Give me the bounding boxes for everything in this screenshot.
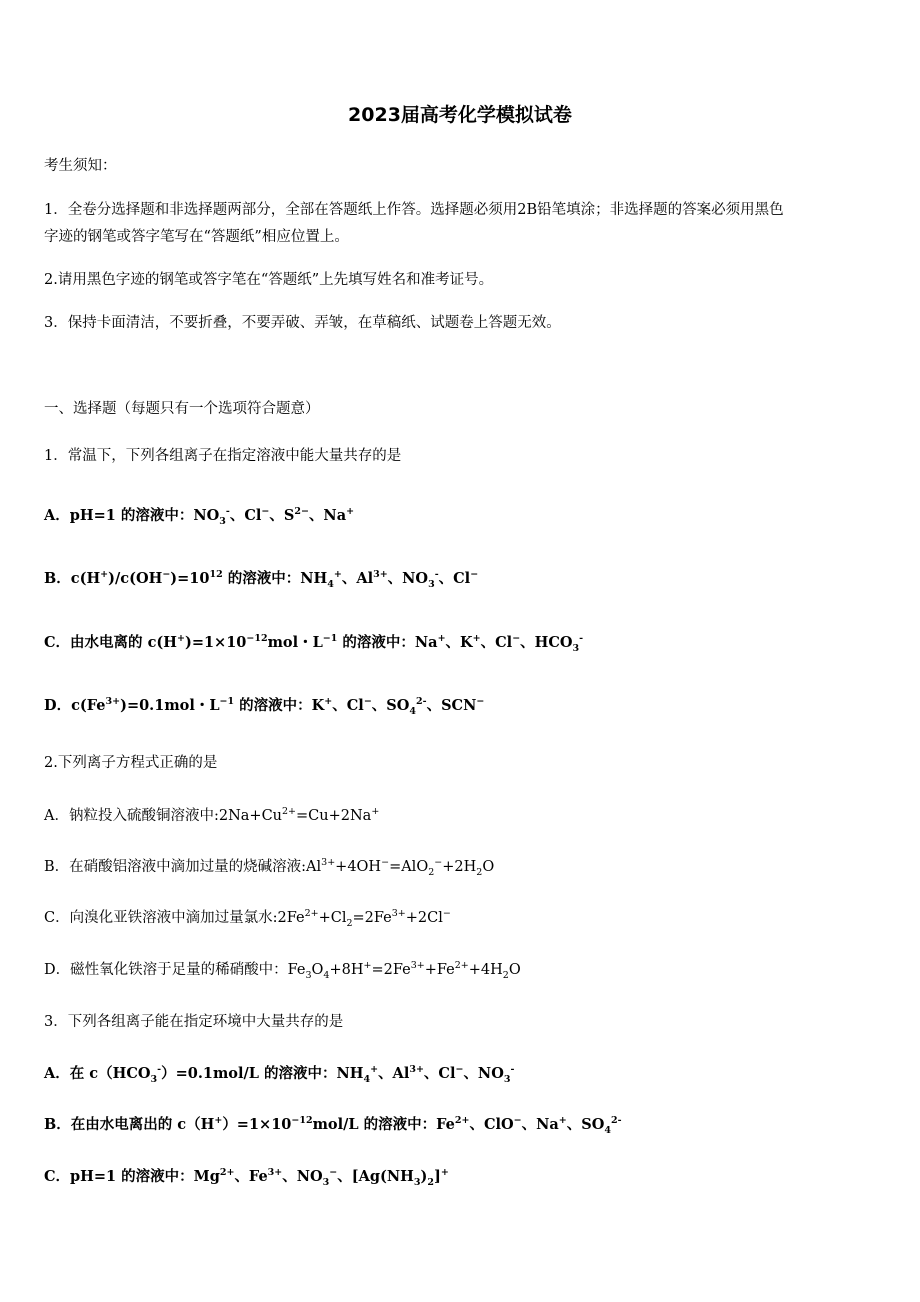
q3-option-b: B．在由水电离出的 $c(H^+)=1\times 10^{-12}mol/L$ 的溶液中：$Fe^{2+}$、ClO−、Na+、$SO_4^{2-}$ xyxy=(44,1115,622,1136)
q3-option-c: C．pH=1 的溶液中：$Mg^{2+}$、$Fe^{3+}$、$NO_3^-$、$[Ag(NH_3)_2]^+$ xyxy=(44,1167,449,1188)
q2-option-b: B．在硝酸铝溶液中滴加过量的烧碱溶液$:Al^{3+}+4OH^-=AlO_2^-+2H_2O$ xyxy=(44,857,495,878)
q3-stem: 3．下列各组离子能在指定环境中大量共存的是 xyxy=(44,1014,344,1030)
q3-option-a: A．在 $c(HCO_3^-)=0.1mol/L$ 的溶液中：$NH_4^+$、$Al^{3+}$、Cl−、$NO_3^-$ xyxy=(44,1064,515,1085)
notice-heading: 考生须知： xyxy=(44,158,117,174)
q2-stem: 2.下列离子方程式正确的是 xyxy=(44,755,218,771)
notice-item-2: 2.请用黑色字迹的钢笔或答字笔在“答题纸”上先填写姓名和准考证号。 xyxy=(44,272,494,288)
q1-option-c: C．由水电离的 $c(H^+)=1\times 10^{-12}mol$・$L^{-1}$ 的溶液中：Na+、K+、Cl−、$HCO_3^-$ xyxy=(44,633,584,654)
section-heading: 一、选择题（每题只有一个选项符合题意） xyxy=(44,401,320,417)
q1-option-a: A．pH=1 的溶液中：$NO_3^-$、Cl−、$S^{2-}$、Na+ xyxy=(44,506,355,527)
notice-item-1-line-2: 字迹的钢笔或答字笔写在“答题纸”相应位置上。 xyxy=(44,229,349,245)
q2-option-c: C．向溴化亚铁溶液中滴加过量氯水$:2Fe^{2+}+Cl_2=2Fe^{3+}+2Cl^-$ xyxy=(44,908,451,929)
q1-option-d: D．$c(Fe^{3+})=0.1mol$・$L^{-1}$ 的溶液中：K+、Cl−、$SO_4^{2-}$、SCN− xyxy=(44,696,485,717)
q2-option-a: A．钠粒投入硫酸铜溶液中$:2Na+Cu^{2+}=Cu+2Na^+$ xyxy=(44,806,380,824)
q2-option-d: D．磁性氧化铁溶于足量的稀硝酸中：$Fe_3O_4+8H^+=2Fe^{3+}+Fe^{2+}+4H_2O$ xyxy=(44,960,521,981)
notice-item-1-line-1: 1．全卷分选择题和非选择题两部分，全部在答题纸上作答。选择题必须用2B铅笔填涂；非选择题的答案必须用黑色 xyxy=(44,202,784,218)
notice-item-3: 3．保持卡面清洁，不要折叠，不要弄破、弄皱，在草稿纸、试题卷上答题无效。 xyxy=(44,315,561,331)
q1-stem: 1．常温下，下列各组离子在指定溶液中能大量共存的是 xyxy=(44,448,402,464)
q1-option-b: B．$c(H^+)/c(OH^-)=10^{12}$ 的溶液中：$NH_4^+$、$Al^{3+}$、$NO_3^-$、Cl− xyxy=(44,569,479,590)
page-title: 2023届高考化学模拟试卷 xyxy=(348,104,572,126)
